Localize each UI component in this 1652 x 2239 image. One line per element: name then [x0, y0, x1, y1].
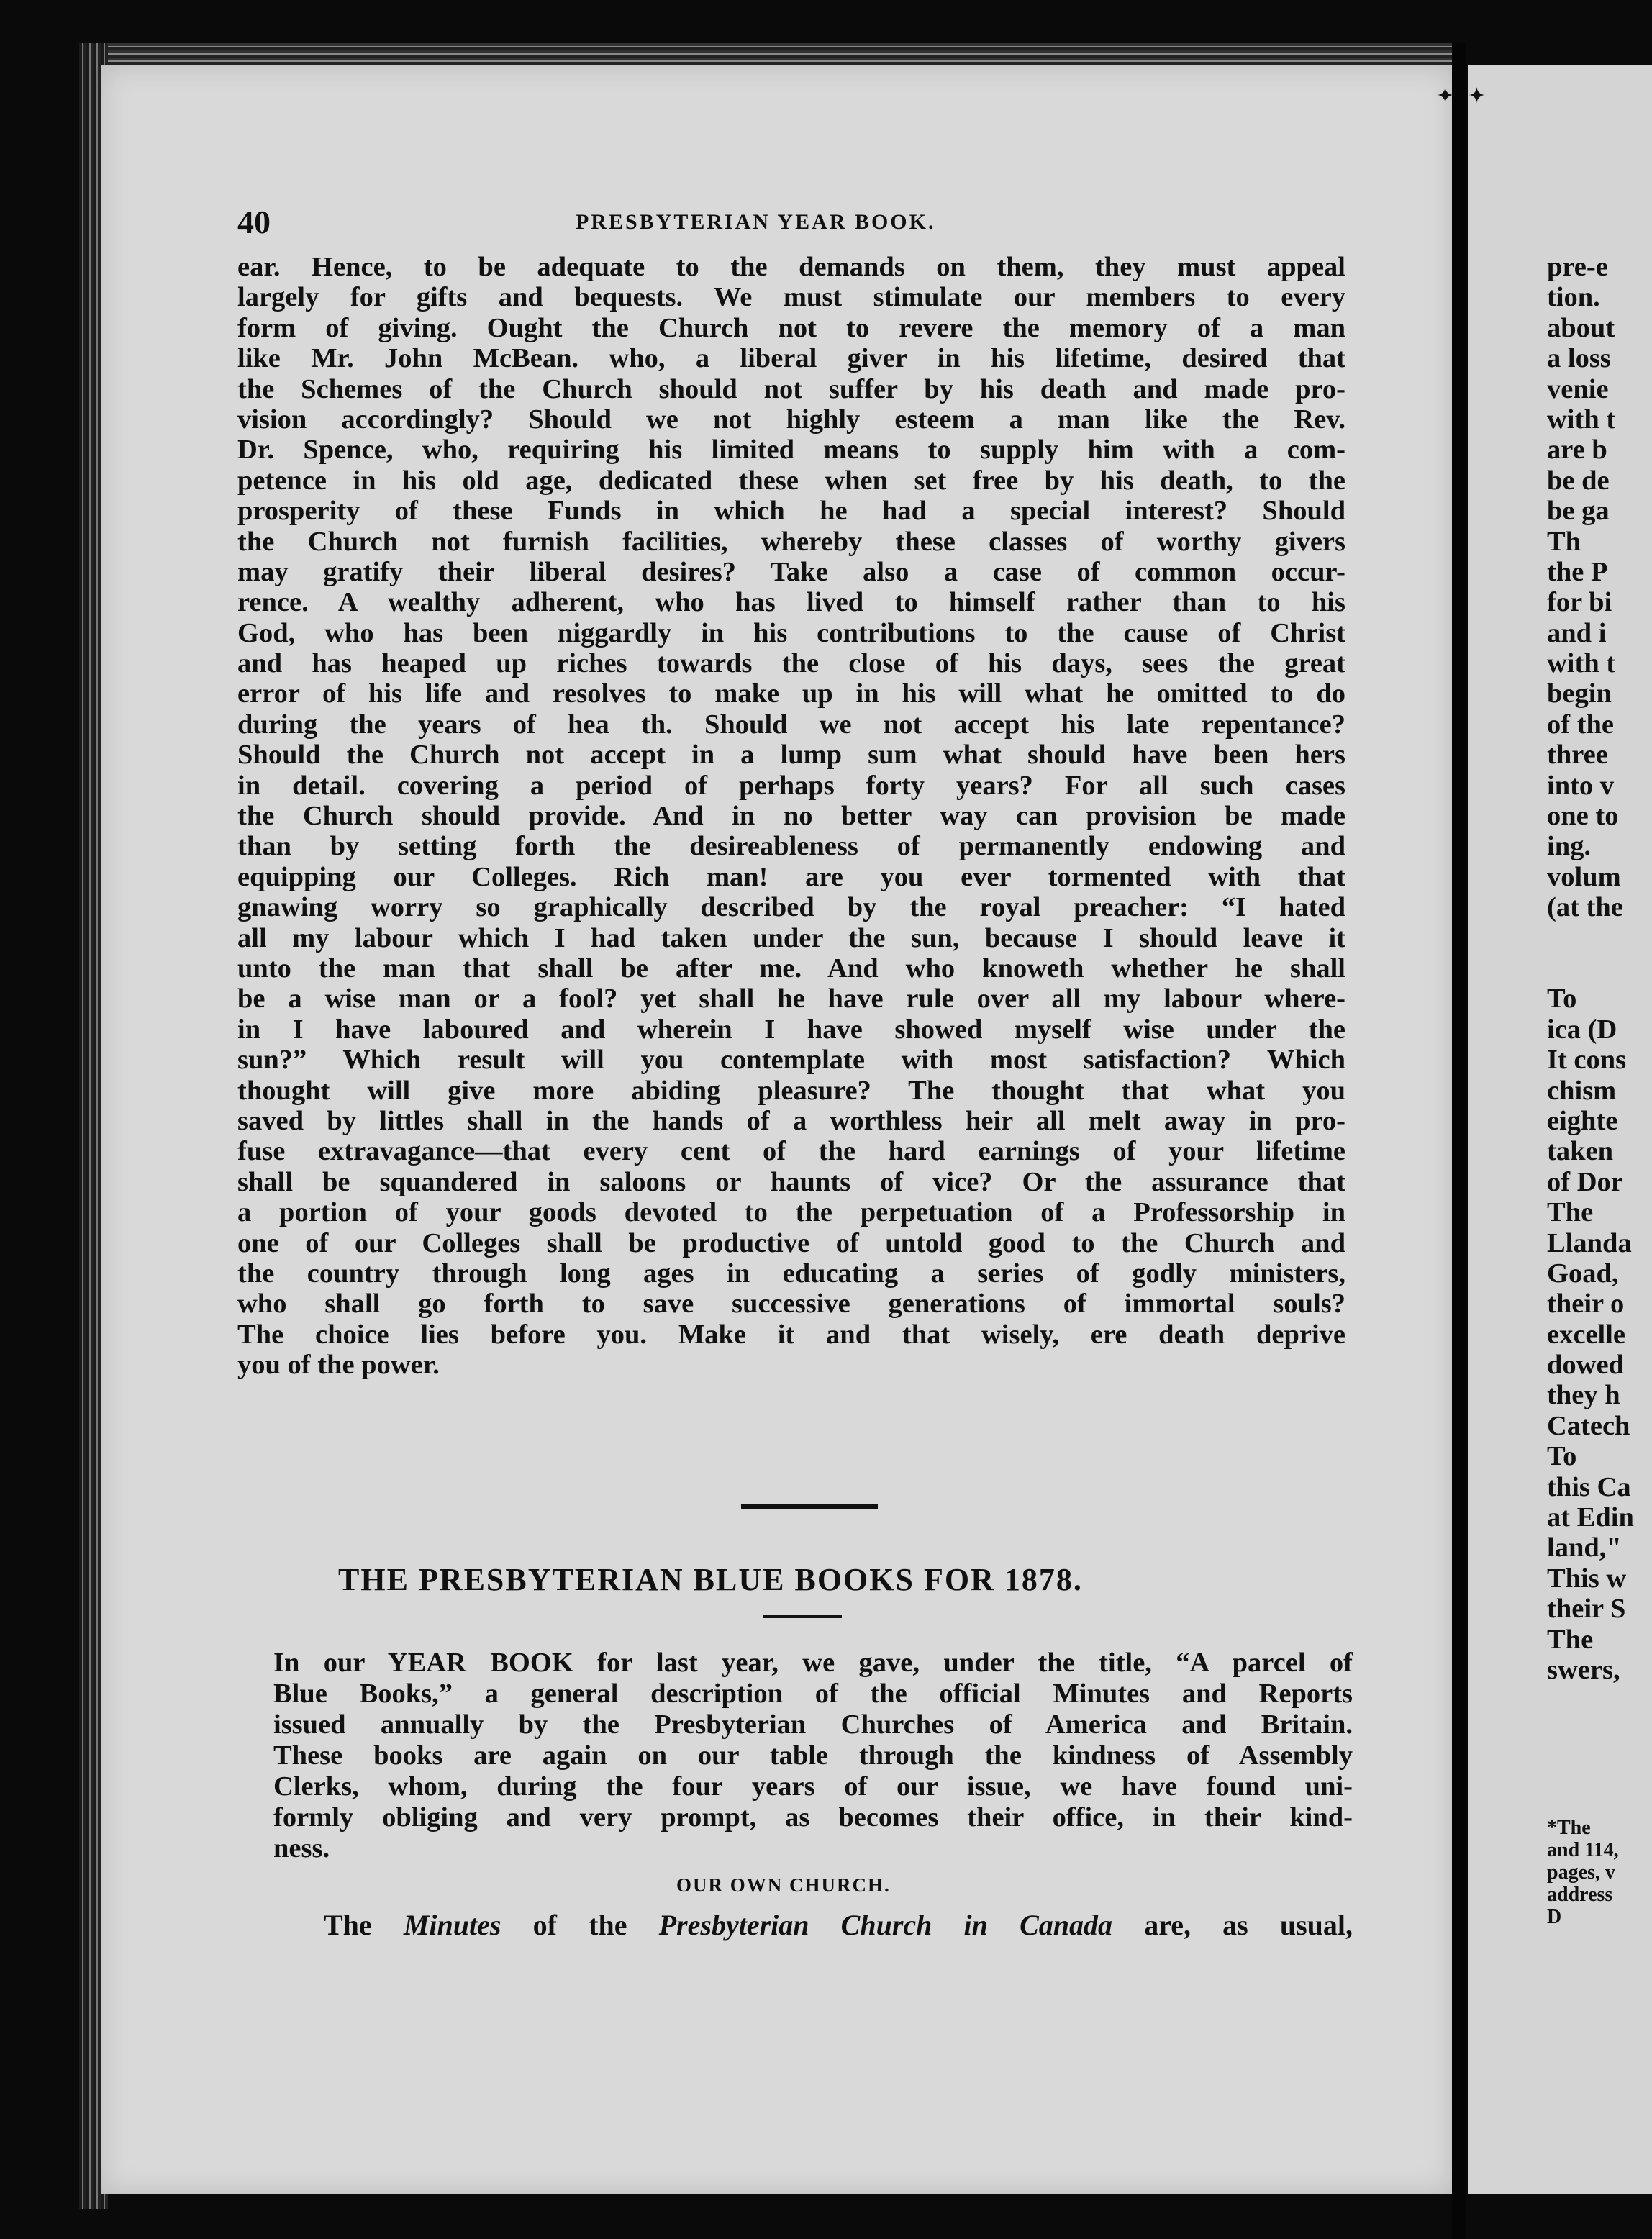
- section-paragraph: [273, 1648, 1353, 1864]
- text-line: vision accordingly? Should we not highly esteem a man like the Rev.: [237, 404, 1345, 435]
- text-line: pages, v: [1547, 1861, 1615, 1884]
- text-line: in detail. covering a period of perhaps forty years? For all such cases: [237, 770, 1345, 801]
- book-gutter: [1452, 43, 1466, 2239]
- text-line: saved by littles shall in the hands of a worthless heir all melt away in pro-: [237, 1105, 1345, 1136]
- text-line: you of the power.: [237, 1350, 440, 1381]
- text-line: ness.: [273, 1833, 330, 1863]
- text-line: be ga: [1547, 496, 1610, 527]
- page-mark: ✦: [1468, 84, 1487, 108]
- text-line: ing.: [1547, 831, 1591, 862]
- text-line: *The: [1547, 1817, 1591, 1839]
- text-line: To: [1547, 1441, 1577, 1472]
- text-line: petence in his old age, dedicated these when set free by his death, to the: [237, 465, 1345, 496]
- text-line: equipping our Colleges. Rich man! are you ever tormented with that: [237, 861, 1345, 892]
- text-line: fuse extravagance—that every cent of the hard earnings of your lifetime: [237, 1136, 1345, 1167]
- text-line: one of our Colleges shall be productive of untold good to the Church and: [237, 1227, 1345, 1258]
- text-line: the P: [1547, 556, 1608, 587]
- text-line: dowed: [1547, 1350, 1624, 1381]
- text-line: they h: [1547, 1380, 1620, 1411]
- final-word-the: The: [324, 1909, 372, 1941]
- text-line: The: [1547, 1197, 1594, 1228]
- page-number: 40: [237, 204, 271, 240]
- text-line: unto the man that shall be after me. And who knoweth whether he shall: [237, 953, 1345, 984]
- final-word-minutes: Minutes: [403, 1909, 502, 1941]
- page-top-edge: [79, 43, 1453, 65]
- text-line: Catech: [1547, 1410, 1630, 1441]
- text-line: than by setting forth the desireableness of permanently endowing and: [237, 831, 1345, 862]
- text-line: issued annually by the Presbyterian Churches of America and Britain.: [273, 1709, 1353, 1740]
- text-line: with t: [1547, 648, 1616, 679]
- text-line: the Church should provide. And in no better way can provision be made: [237, 801, 1345, 832]
- text-line: [1547, 923, 1634, 953]
- text-line: error of his life and resolves to make up in his will what he omitted to do: [237, 678, 1345, 709]
- section-final-line: [324, 1908, 1353, 1942]
- text-line: the Church not furnish facilities, whereby these classes of worthy givers: [237, 526, 1345, 557]
- text-line: begin: [1547, 678, 1612, 709]
- text-line: form of giving. Ought the Church not to revere the memory of a man: [237, 312, 1345, 343]
- text-line: and has heaped up riches towards the close of his days, sees the great: [237, 648, 1345, 679]
- text-line: tion.: [1547, 282, 1600, 313]
- text-line: eighte: [1547, 1105, 1618, 1136]
- text-line: venie: [1547, 373, 1609, 404]
- text-line: ear. Hence, to be adequate to the demands on them, they must appeal: [237, 252, 1345, 282]
- final-word-church-name: Presbyterian Church in Canada: [658, 1909, 1113, 1941]
- text-line: thought will give more abiding pleasure? The thought that what you: [237, 1075, 1345, 1106]
- text-line: at Edin: [1547, 1502, 1634, 1533]
- page-header: [237, 203, 1360, 246]
- text-line: (at the: [1547, 892, 1623, 923]
- text-line: pre-e: [1547, 252, 1608, 282]
- text-line: in I have laboured and wherein I have showed myself wise under the: [237, 1014, 1345, 1045]
- text-line: Dr. Spence, who, requiring his limited means to supply him with a com-: [237, 435, 1345, 465]
- title-underline: [763, 1615, 842, 1618]
- text-line: prosperity of these Funds in which he had a special interest? Should: [237, 496, 1345, 527]
- text-line: and i: [1547, 617, 1607, 648]
- text-line: during the years of hea th. Should we not accept his late repentance?: [237, 709, 1345, 740]
- final-word-of-the: of the: [532, 1909, 627, 1941]
- right-page-footnote: [1547, 1817, 1619, 1928]
- text-line: Blue Books,” a general description of the official Minutes and Reports: [273, 1679, 1353, 1709]
- text-line: for bi: [1547, 587, 1612, 618]
- text-line: Should the Church not accept in a lump sum what should have been hers: [237, 740, 1345, 771]
- text-line: be a wise man or a fool? yet shall he have rule over all my labour where-: [237, 984, 1345, 1014]
- text-line: the Schemes of the Church should not suffer by his death and made pro-: [237, 373, 1345, 404]
- text-line: address: [1547, 1884, 1613, 1906]
- text-line: These books are again on our table through the kindness of Assembly: [273, 1740, 1353, 1771]
- text-line: To: [1547, 984, 1577, 1014]
- sub-heading: OUR OWN CHURCH.: [676, 1874, 891, 1896]
- text-line: be de: [1547, 465, 1610, 496]
- text-line: taken: [1547, 1136, 1613, 1167]
- text-line: [1547, 953, 1634, 984]
- text-line: a loss: [1547, 343, 1611, 374]
- text-line: like Mr. John McBean. who, a liberal giver in his lifetime, desired that: [237, 343, 1345, 374]
- text-line: into v: [1547, 770, 1615, 801]
- text-line: chism: [1547, 1075, 1617, 1106]
- text-line: who shall go forth to save successive generations of immortal souls?: [237, 1289, 1345, 1320]
- text-line: God, who has been niggardly in his contributions to the cause of Christ: [237, 617, 1345, 648]
- text-line: Clerks, whom, during the four years of our issue, we have found uni-: [273, 1771, 1353, 1802]
- final-word-are-as-usual: are, as usual,: [1144, 1909, 1353, 1941]
- text-line: Goad,: [1547, 1258, 1619, 1289]
- section-title: THE PRESBYTERIAN BLUE BOOKS FOR 1878.: [338, 1562, 1083, 1597]
- text-line: of the: [1547, 709, 1615, 740]
- text-line: three: [1547, 740, 1608, 771]
- text-line: the country through long ages in educating a series of godly ministers,: [237, 1258, 1345, 1289]
- text-line: This w: [1547, 1563, 1627, 1594]
- text-line: swers,: [1547, 1654, 1620, 1685]
- section-divider: [741, 1504, 878, 1509]
- text-line: largely for gifts and bequests. We must stimulate our members to every: [237, 282, 1345, 313]
- text-line: and 114,: [1547, 1839, 1619, 1861]
- text-line: In our YEAR BOOK for last year, we gave, under the title, “A parcel of: [273, 1648, 1353, 1678]
- text-line: their S: [1547, 1594, 1626, 1625]
- text-line: this Ca: [1547, 1471, 1631, 1502]
- text-line: excelle: [1547, 1319, 1625, 1350]
- right-page-text: [1547, 252, 1634, 1685]
- text-line: gnawing worry so graphically described by the royal preacher: “I hated: [237, 892, 1345, 923]
- text-line: sun?” Which result will you contemplate with most satisfaction? Which: [237, 1045, 1345, 1076]
- text-line: ica (D: [1547, 1014, 1617, 1045]
- text-line: land,": [1547, 1532, 1622, 1563]
- text-line: shall be squandered in saloons or haunts of vice? Or the assurance that: [237, 1166, 1345, 1197]
- text-line: about: [1547, 312, 1615, 343]
- page-mark: ✦: [1436, 84, 1455, 108]
- text-line: volum: [1547, 861, 1621, 892]
- running-head: PRESBYTERIAN YEAR BOOK.: [576, 210, 936, 234]
- text-line: with t: [1547, 404, 1616, 435]
- text-line: a portion of your goods devoted to the perpetuation of a Professorship in: [237, 1197, 1345, 1228]
- text-line: rence. A wealthy adherent, who has lived to himself rather than to his: [237, 587, 1345, 618]
- text-line: D: [1547, 1906, 1562, 1928]
- text-line: It cons: [1547, 1045, 1627, 1076]
- body-paragraph: [237, 252, 1345, 1380]
- text-line: Th: [1547, 526, 1581, 557]
- text-line: may gratify their liberal desires? Take also a case of common occur-: [237, 556, 1345, 587]
- text-line: The choice lies before you. Make it and that wisely, ere death deprive: [237, 1319, 1345, 1350]
- text-line: one to: [1547, 801, 1619, 832]
- text-line: are b: [1547, 435, 1607, 465]
- text-line: their o: [1547, 1289, 1625, 1320]
- text-line: Llanda: [1547, 1227, 1632, 1258]
- text-line: The: [1547, 1624, 1594, 1655]
- text-line: of Dor: [1547, 1166, 1623, 1197]
- text-line: all my labour which I had taken under the sun, because I should leave it: [237, 922, 1345, 953]
- text-line: formly obliging and very prompt, as becomes their office, in their kind-: [273, 1802, 1353, 1832]
